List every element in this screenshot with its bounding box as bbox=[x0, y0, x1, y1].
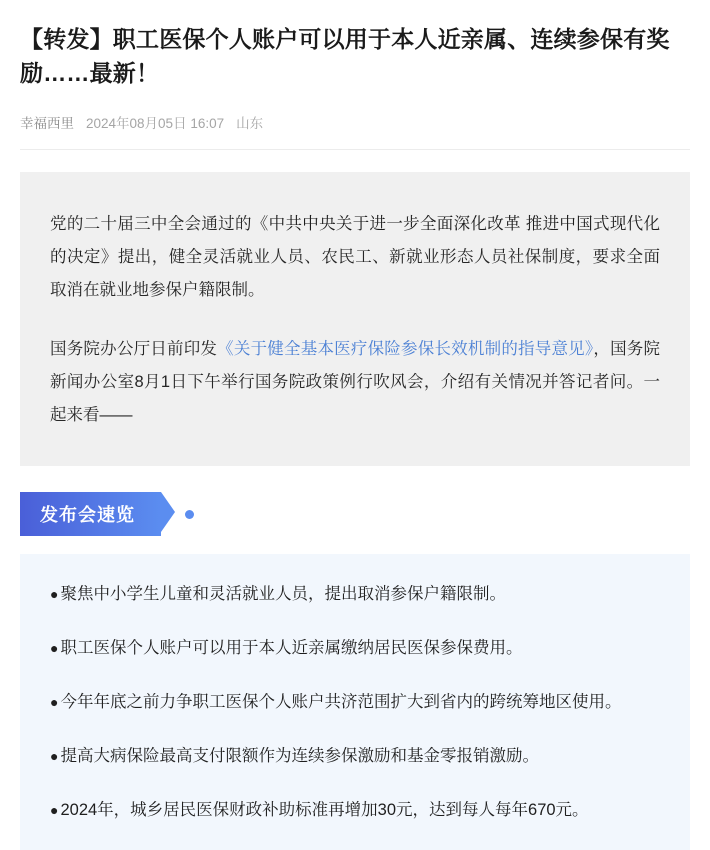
bullet-icon: ● bbox=[50, 694, 59, 710]
guidance-document-link[interactable]: 《关于健全基本医疗保险参保长效机制的指导意见》 bbox=[217, 340, 594, 358]
publish-timestamp: 2024年08月05日 16:07 bbox=[86, 116, 225, 131]
quote-paragraph-1 bbox=[50, 208, 660, 307]
quote-p2-text-a: 国务院办公厅日前印发 bbox=[50, 340, 218, 358]
section-banner-label: 发布会速览 bbox=[40, 505, 135, 525]
header-divider bbox=[20, 149, 690, 150]
summary-quote-box bbox=[20, 172, 690, 466]
section-banner bbox=[20, 492, 161, 536]
section-banner-row bbox=[20, 492, 690, 536]
author-name[interactable]: 幸福西里 bbox=[20, 116, 74, 131]
list-item-text: 今年年底之前力争职工医保个人账户共济范围扩大到省内的跨统筹地区使用。 bbox=[60, 693, 622, 711]
quote-paragraph-2 bbox=[50, 333, 660, 432]
list-item bbox=[50, 796, 664, 824]
list-item bbox=[50, 688, 664, 716]
highlights-list bbox=[20, 554, 690, 850]
list-item-text: 职工医保个人账户可以用于本人近亲属缴纳居民医保参保费用。 bbox=[60, 639, 523, 657]
bullet-icon: ● bbox=[50, 586, 59, 602]
list-item-text: 2024年，城乡居民医保财政补助标准再增加30元，达到每人每年670元。 bbox=[60, 801, 589, 819]
list-item bbox=[50, 634, 664, 662]
publish-location: 山东 bbox=[236, 116, 264, 131]
list-item bbox=[50, 580, 664, 608]
quote-p2-text-b: ，国务院新闻办公室8月1日下午举行国务院政策例行吹风会，介绍有关情况并答记者问。一起来看—— bbox=[50, 340, 661, 424]
quote-p1-text-b: 》提出，健全灵活就业人员、农民工、新就业形态人员社保制度，要求全面取消在就业地参保户籍限制。 bbox=[50, 248, 661, 299]
article-meta bbox=[20, 112, 690, 132]
list-item-text: 聚焦中小学生儿童和灵活就业人员，提出取消参保户籍限制。 bbox=[60, 585, 506, 603]
bullet-icon: ● bbox=[50, 748, 59, 764]
bullet-icon: ● bbox=[50, 640, 59, 656]
list-item-text: 提高大病保险最高支付限额作为连续参保激励和基金零报销激励。 bbox=[60, 747, 539, 765]
list-item bbox=[50, 742, 664, 770]
page-title: 【转发】职工医保个人账户可以用于本人近亲属、连续参保有奖励……最新！ bbox=[20, 26, 670, 86]
quote-p1-document-name: 中共中央关于进一步全面深化改革 推进中国式现代化的决定 bbox=[50, 215, 660, 266]
quote-p1-text-a: 党的二十届三中全会通过的《 bbox=[50, 215, 269, 233]
banner-dot-decoration bbox=[185, 510, 194, 519]
bullet-icon: ● bbox=[50, 802, 59, 818]
